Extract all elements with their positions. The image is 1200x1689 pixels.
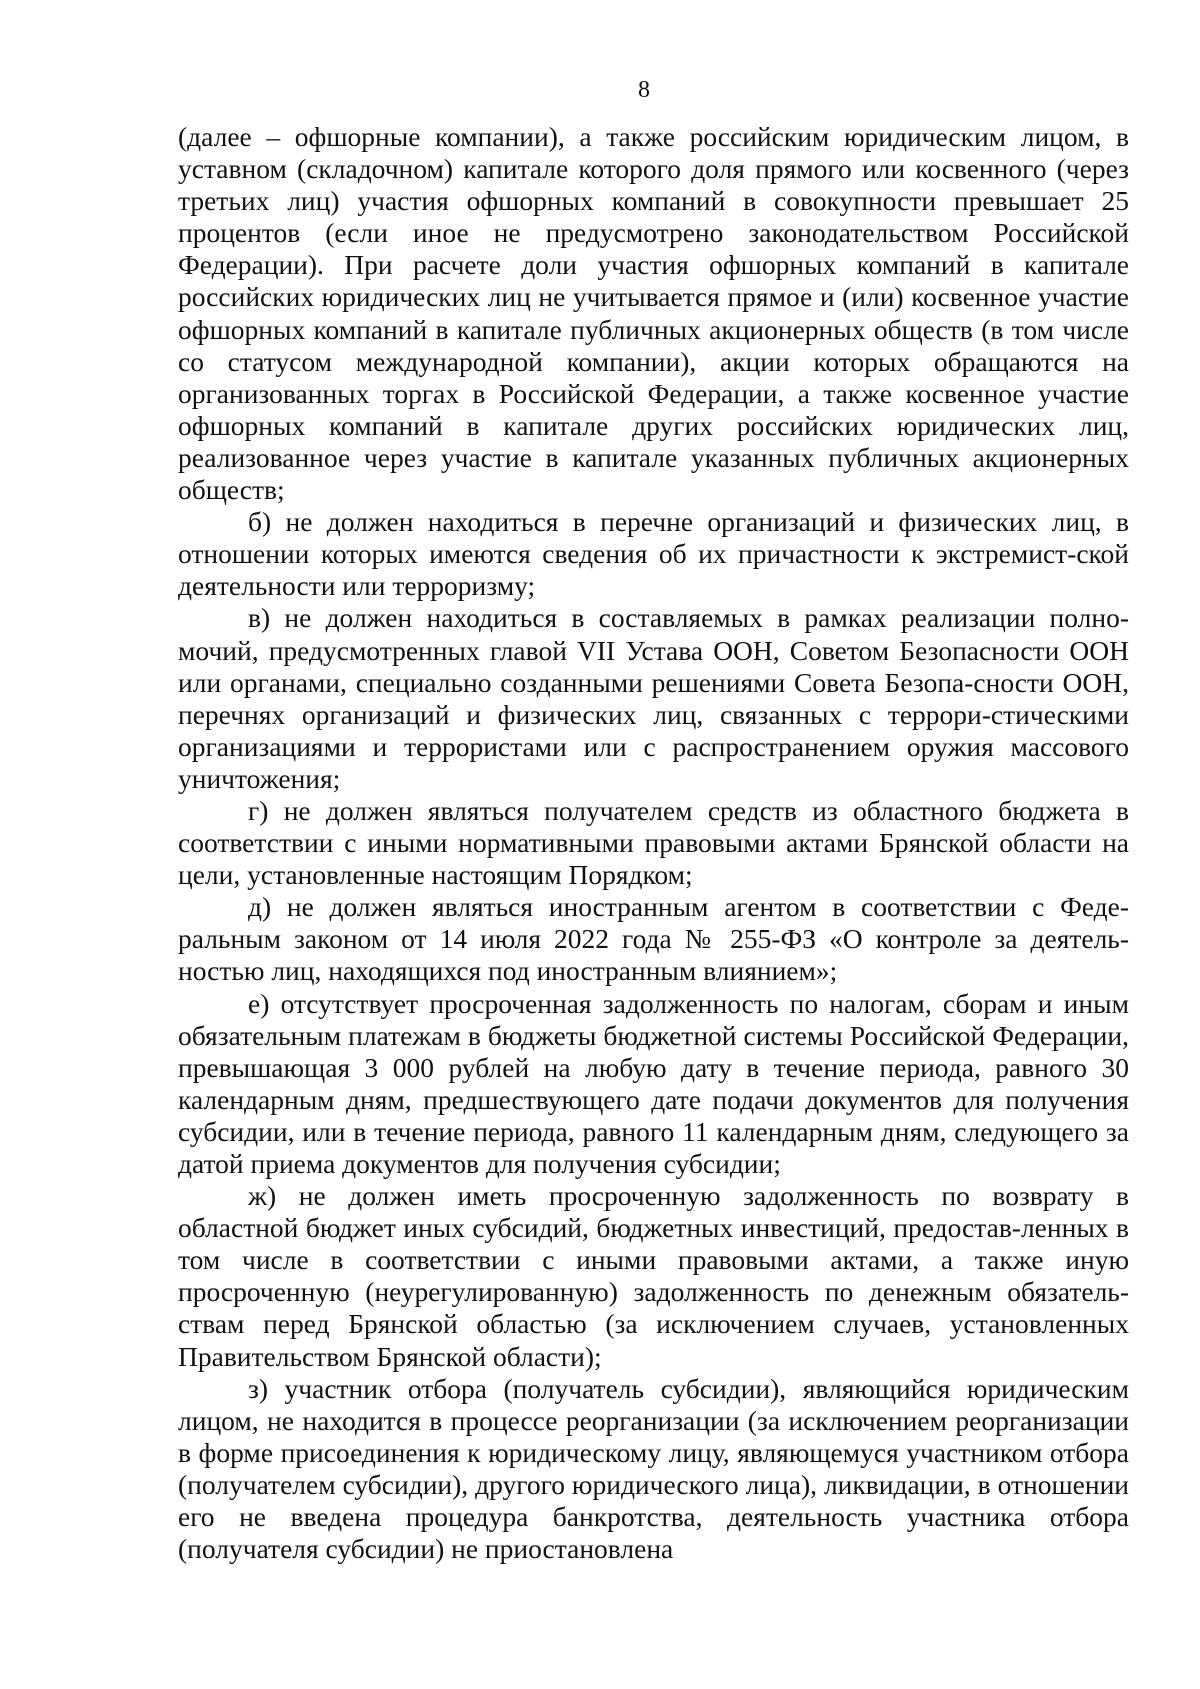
paragraph-item-b: б) не должен находиться в перечне организаций и физических лиц, в отношении которых имеются сведения об их причастности к экстремист-ской деятельности или терроризму; xyxy=(178,506,1129,602)
paragraph-offshore-continuation: (далее – офшорные компании), а также российским юридическим лицом, в уставном (складочном) капитале которого доля прямого или косвенного (через третьих лиц) участия офшорных компаний в совокупности превышает 25 процентов (если иное не предусмотрено законодательством Российской Федерации). При расчете доли участия офшорных компаний в капитале российских юридических лиц не учитывается прямое и (или) косвенное участие офшорных компаний в капитале публичных акционерных обществ (в том числе со статусом международной компании), акции которых обращаются на организованных торгах в Российской Федерации, а также косвенное участие офшорных компаний в капитале других российских юридических лиц, реализованное через участие в капитале указанных публичных акционерных обществ; xyxy=(178,121,1129,506)
document-body xyxy=(178,121,1129,1565)
paragraph-item-e: е) отсутствует просроченная задолженность по налогам, сборам и иным обязательным платежам в бюджеты бюджетной системы Российской Федерации, превышающая 3 000 рублей на любую дату в течение периода, равного 30 календарным дням, предшествующего дате подачи документов для получения субсидии, или в течение периода, равного 11 календарным дням, следующего за датой приема документов для получения субсидии; xyxy=(178,987,1129,1179)
page-number: 8 xyxy=(638,77,650,103)
paragraph-item-z: з) участник отбора (получатель субсидии), являющийся юридическим лицом, не находится в процессе реорганизации (за исключением реорганизации в форме присоединения к юридическому лицу, являющемуся участником отбора (получателем субсидии), другого юридического лица), ликвидации, в отношении его не введена процедура банкротства, деятельность участника отбора (получателя субсидии) не приостановлена xyxy=(178,1372,1129,1565)
paragraph-item-g: г) не должен являться получателем средств из областного бюджета в соответствии с иными нормативными правовыми актами Брянской области на цели, установленные настоящим Порядком; xyxy=(178,794,1129,891)
paragraph-item-zh: ж) не должен иметь просроченную задолженность по возврату в областной бюджет иных субсидий, бюджетных инвестиций, предостав-ленных в том числе в соответствии с иными правовыми актами, а также иную просроченную (неурегулированную) задолженность по денежным обязатель-ствам перед Брянской областью (за исключением случаев, установленных Правительством Брянской области); xyxy=(178,1180,1129,1372)
paragraph-item-v: в) не должен находиться в составляемых в рамках реализации полно-мочий, предусмотренных главой VII Устава ООН, Советом Безопасности ООН или органами, специально созданными решениями Совета Безопа-сности ООН, перечнях организаций и физических лиц, связанных с террори-стическими организациями и террористами или с распространением оружия массового уничтожения; xyxy=(178,602,1129,794)
paragraph-item-d: д) не должен являться иностранным агентом в соответствии с Феде-ральным законом от 14 июля 2022 года № 255-ФЗ «О контроле за деятель-ностью лиц, находящихся под иностранным влиянием»; xyxy=(178,891,1129,987)
